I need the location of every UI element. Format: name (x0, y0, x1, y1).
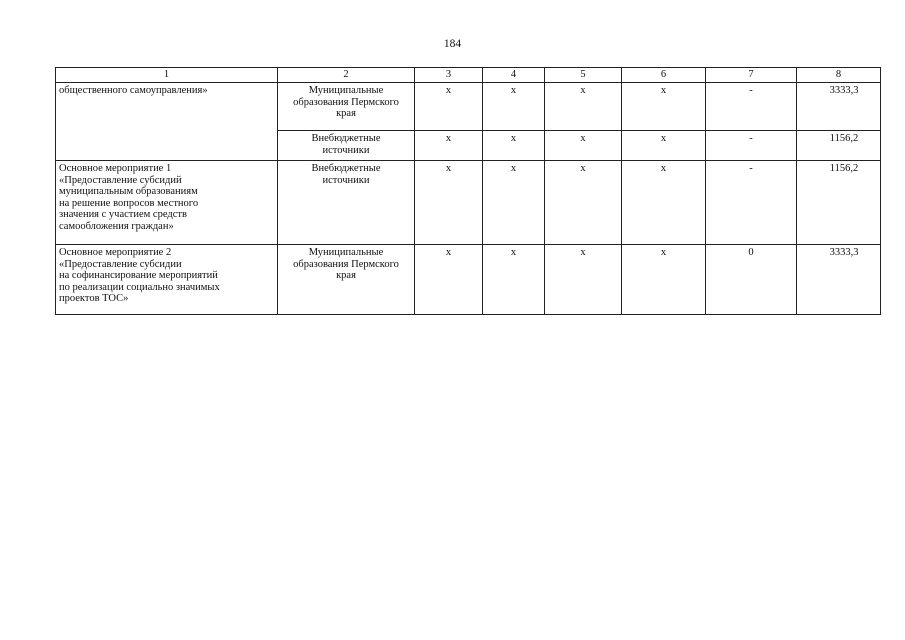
value-cell: - (706, 131, 797, 161)
value-cell: х (483, 161, 545, 245)
activity-name: Основное мероприятие 2 «Предоставление субсидии на софинансирование мероприятий по реализации социально значимых проектов ТОС» (59, 247, 220, 304)
header-cell-2: 2 (278, 68, 415, 83)
column-number-header-row (56, 68, 881, 83)
funding-source: Внебюджетные источники (311, 163, 381, 186)
activity-name-cell (56, 245, 278, 315)
value-cell: х (545, 83, 622, 131)
value-cell: 0 (706, 245, 797, 315)
value-cell: х (545, 161, 622, 245)
value-cell: х (483, 131, 545, 161)
header-cell-3: 3 (415, 68, 483, 83)
table-row (56, 245, 881, 315)
header-cell-7: 7 (706, 68, 797, 83)
value-cell: х (622, 245, 706, 315)
activity-name: Основное мероприятие 1 «Предоставление субсидий муниципальным образованиям на решение вопросов местного значения с участием средств самообложения граждан» (59, 163, 199, 232)
value-cell: х (415, 131, 483, 161)
funding-source-cell (278, 131, 415, 161)
table-row (56, 161, 881, 245)
funding-source-cell (278, 245, 415, 315)
value-cell: х (622, 131, 706, 161)
value-cell: х (415, 161, 483, 245)
header-cell-8: 8 (797, 68, 881, 83)
funding-source: Муниципальные образования Пермского края (293, 85, 399, 119)
header-cell-4: 4 (483, 68, 545, 83)
value-cell: х (483, 245, 545, 315)
activity-name-cell (56, 161, 278, 245)
value-cell: х (415, 83, 483, 131)
funding-source: Внебюджетные источники (311, 133, 381, 156)
funding-source: Муниципальные образования Пермского края (293, 247, 399, 281)
value-cell: х (415, 245, 483, 315)
activity-name: общественного самоуправления» (59, 85, 208, 96)
funding-source-cell (278, 83, 415, 131)
funding-source-cell (278, 161, 415, 245)
value-cell: - (706, 161, 797, 245)
value-cell: х (622, 161, 706, 245)
program-budget-table (55, 67, 881, 315)
table-row (56, 83, 881, 131)
header-cell-5: 5 (545, 68, 622, 83)
amount-cell: 3333,3 (797, 245, 881, 315)
activity-name-cell (56, 83, 278, 161)
amount-cell: 1156,2 (797, 131, 881, 161)
header-cell-1: 1 (56, 68, 278, 83)
value-cell: - (706, 83, 797, 131)
page-number: 184 (443, 38, 462, 50)
value-cell: х (545, 131, 622, 161)
header-cell-6: 6 (622, 68, 706, 83)
value-cell: х (483, 83, 545, 131)
value-cell: х (545, 245, 622, 315)
value-cell: х (622, 83, 706, 131)
amount-cell: 3333,3 (797, 83, 881, 131)
amount-cell: 1156,2 (797, 161, 881, 245)
